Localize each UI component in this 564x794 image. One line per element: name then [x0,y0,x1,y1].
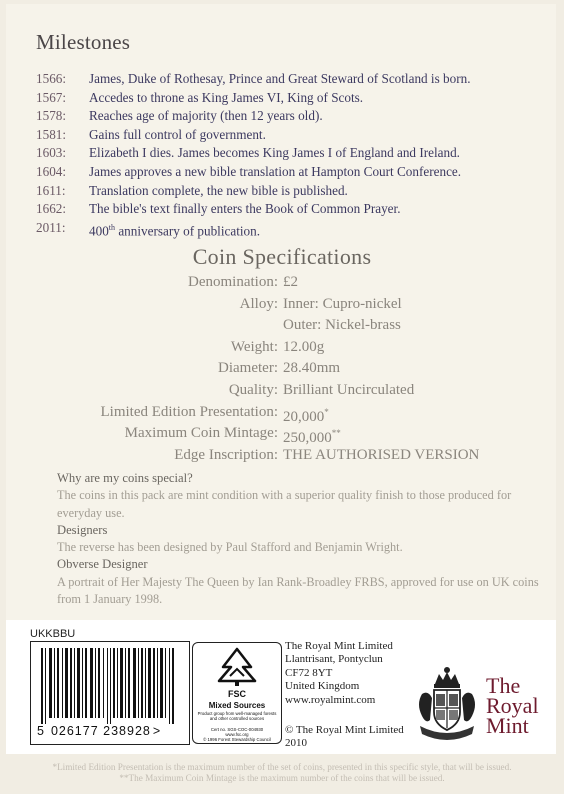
spec-value: Inner: Cupro-nickel [283,295,402,312]
spec-label: Alloy: [239,295,278,312]
product-code: UKKBBU [30,628,76,640]
milestone-event: James approves a new bible translation at Hampton Court Conference. [89,163,462,179]
spec-value [283,423,564,445]
copyright-text: © The Royal Mint Limited [285,724,404,736]
designers-text: The reverse has been designed by Paul Stafford and Benjamin Wright. [57,540,403,555]
milestone-item [36,70,546,89]
fsc-cert-number: Cert no. SGS-COC-004930 [210,727,264,732]
footnote-marker: * [324,406,329,417]
milestone-item [36,126,546,145]
milestone-item [36,89,546,108]
why-special-heading: Why are my coins special? [57,471,193,485]
spec-row [0,272,564,294]
brand-line: The [486,673,521,698]
spec-label: Limited Edition Presentation: [100,403,278,420]
obverse-designer-heading: Obverse Designer [57,557,148,572]
spec-value: Brilliant Uncirculated [283,381,415,398]
milestone-year: 1567: [36,89,67,105]
milestones-list [36,70,546,241]
fsc-description: Product group from well-managed forests and other controlled sources [197,711,277,721]
milestone-item [36,144,546,163]
address-line: CF72 8YT [285,666,333,679]
spec-row [0,445,564,467]
spec-value-text: 250,000 [283,430,332,447]
spec-value: Outer: Nickel-brass [283,317,401,334]
milestone-event-prefix: 400 [89,223,109,239]
spec-value: THE AUTHORISED VERSION [283,446,480,463]
spec-value: 12.00g [283,338,325,355]
milestone-year: 1611: [36,182,66,198]
obverse-designer-text: A portrait of Her Majesty The Queen by Ian Rank-Broadley FRBS, approved for use on UK coins from 1 January 1998. [57,574,539,607]
milestone-event: Elizabeth I dies. James becomes King James I of England and Ireland. [89,145,460,161]
footnote-marker: ** [331,428,341,439]
milestone-item [36,200,546,219]
designers-heading: Designers [57,522,108,537]
coin-specifications-heading: Coin Specifications [192,244,372,269]
why-special-text: The coins in this pack are mint condition with a superior quality finish to those produced for everyday use. [57,488,512,520]
fsc-copyright: © 1996 Forest Stewardship Council [203,737,271,742]
company-address [285,640,425,707]
spec-row [0,358,564,380]
spec-label: Maximum Coin Mintage: [124,425,278,442]
brand-line: Royal [486,693,539,718]
spec-label: Diameter: [218,360,278,377]
barcode [30,641,190,745]
royal-mint-logo-text [486,673,556,738]
milestone-event [89,219,546,241]
milestone-year: 1603: [36,145,67,161]
milestone-event-suffix: anniversary of publication. [115,223,261,239]
spec-label [0,315,283,337]
barcode-digits-right: 238928 [103,724,151,738]
milestone-event: The bible's text finally enters the Book of Common Prayer. [89,201,401,217]
fsc-mark: FSC [228,689,246,699]
address-line: United Kingdom [285,680,360,693]
barcode-bars [41,648,179,724]
milestone-event: James, Duke of Rothesay, Prince and Great Steward of Scotland is born. [89,71,471,86]
milestone-year: 1578: [36,108,67,124]
spec-row [0,423,564,445]
milestone-event: Accedes to throne as King James VI, King of Scots. [89,89,364,105]
milestone-item [36,182,546,201]
milestone-year: 2011: [36,219,66,235]
milestone-year: 1662: [36,201,67,217]
fsc-mixed-sources: Mixed Sources [208,701,266,710]
spec-label: Weight: [230,338,278,355]
address-line: Llantrisant, Pontyclun [285,653,383,666]
company-website: www.royalmint.com [285,693,376,706]
spec-row [0,294,564,316]
copyright-notice [285,724,404,751]
royal-mint-crest-icon [414,664,480,744]
footnotes [0,762,564,784]
spec-row [0,402,564,424]
barcode-digit-first: 5 [37,724,45,738]
spec-row [0,337,564,359]
barcode-number [37,724,161,738]
milestone-event: Reaches age of majority (then 12 years old). [89,108,323,124]
milestone-year: 1604: [36,163,67,179]
brand-line: Mint [486,713,529,738]
footnote-limited-edition: *Limited Edition Presentation is the maximum number of the set of coins, presented in this specific style, that will be issued. [52,762,512,772]
milestone-event-sup: th [108,222,116,232]
milestone-event: Translation complete, the new bible is published. [89,182,348,198]
label-panel [6,620,556,754]
coin-specifications-table [0,272,564,466]
spec-label: Edge Inscription: [174,446,278,463]
milestone-item [36,219,546,241]
coin-info-section [57,470,547,608]
milestones-heading: Milestones [36,30,131,54]
barcode-arrow: > [152,724,162,738]
spec-label: Denomination: [188,274,278,290]
address-line: The Royal Mint Limited [285,640,393,652]
spec-value [283,402,564,424]
milestone-item [36,107,546,126]
fsc-website: www.fsc.org [225,732,249,737]
milestone-year: 1581: [36,126,67,142]
milestone-item [36,163,546,182]
fsc-tree-icon [193,643,281,689]
footnote-max-mintage: **The Maximum Coin Mintage is the maximum number of the coins that will be issued. [119,773,445,783]
spec-row [0,380,564,402]
copyright-year: 2010 [285,737,307,750]
barcode-digits-left: 026177 [50,724,99,738]
spec-value-text: 20,000 [283,408,325,425]
spec-value: 28.40mm [283,360,341,377]
milestone-event: Gains full control of government. [89,126,266,142]
spec-label: Quality: [228,381,278,398]
fsc-certification [197,727,277,742]
spec-row [0,315,564,337]
spec-value: £2 [283,274,298,290]
fsc-logo-box [192,642,282,744]
milestone-year: 1566: [36,71,67,86]
